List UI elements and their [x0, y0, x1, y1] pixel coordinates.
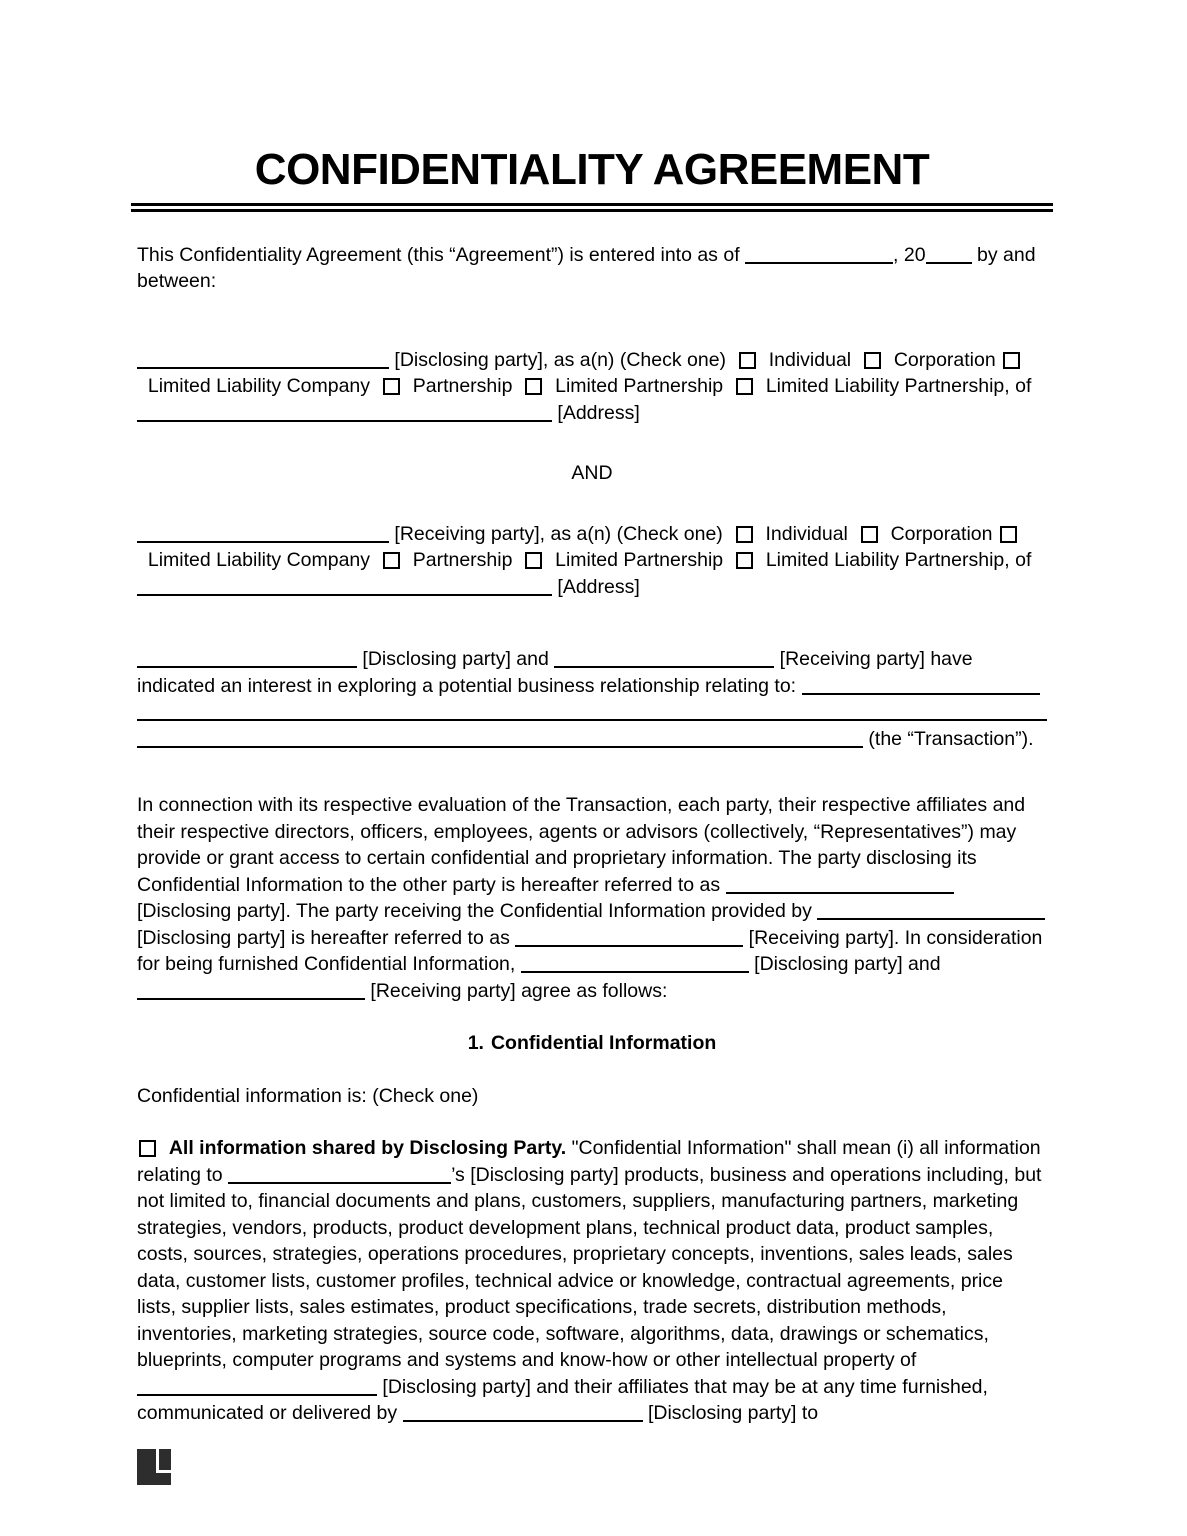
checkbox-disclosing-partnership[interactable]	[383, 378, 400, 395]
confidential-info-option-a	[137, 1135, 1047, 1427]
section-1-check-prompt: Confidential information is: (Check one)	[137, 1084, 479, 1107]
intro-after-date: , 20	[893, 243, 926, 266]
disclosing-address-label: [Address]	[552, 401, 640, 424]
title-divider	[131, 203, 1053, 212]
transaction-relating-blank-2[interactable]	[137, 702, 1047, 721]
option-a-bold-lead: All information shared by Disclosing Party.	[168, 1137, 567, 1160]
checkbox-receiving-lp[interactable]	[525, 552, 542, 569]
receiving-address-prefix: , of	[1004, 549, 1032, 572]
option-receiving-partnership: Partnership	[412, 549, 513, 572]
disclosing-party-name-blank[interactable]	[137, 350, 389, 369]
checkbox-all-information-shared[interactable]	[139, 1140, 156, 1157]
recitals-seg2: [Disclosing party]. The party receiving the Confidential Information provided by	[137, 900, 818, 923]
intro-after-year: by and between:	[137, 243, 1036, 293]
option-a-seg4: [Disclosing party] to	[642, 1402, 819, 1425]
checkbox-receiving-partnership[interactable]	[383, 552, 400, 569]
option-disclosing-llp: Limited Liability Partnership	[765, 375, 1005, 398]
checkbox-disclosing-corporation[interactable]	[864, 352, 881, 369]
intro-paragraph	[137, 242, 1047, 295]
recitals-receiving-blank-1[interactable]	[515, 928, 743, 947]
receiving-party-block	[137, 521, 1047, 601]
option-receiving-llc: Limited Liability Company	[147, 549, 371, 572]
checkbox-disclosing-llp[interactable]	[736, 378, 753, 395]
disclosing-party-block	[137, 347, 1047, 427]
option-a-disclosing-blank-1[interactable]	[228, 1165, 451, 1184]
recitals-paragraph	[137, 792, 1047, 1004]
transaction-paragraph	[137, 646, 1047, 752]
option-a-disclosing-blank-3[interactable]	[403, 1403, 643, 1422]
checkbox-disclosing-individual[interactable]	[739, 352, 756, 369]
option-receiving-corporation: Corporation	[890, 522, 993, 545]
section-1-title: Confidential Information	[490, 1032, 717, 1055]
disclosing-address-prefix: , of	[1004, 375, 1032, 398]
recitals-seg3: [Disclosing party] is hereafter referred to as	[137, 926, 516, 949]
recitals-disclosing-blank-1[interactable]	[726, 875, 954, 894]
option-disclosing-llc: Limited Liability Company	[147, 375, 371, 398]
option-a-seg2: ’s [Disclosing party] products, business and operations including, but not limited to, financial documents and plans, customers, suppliers, manufacturing partners, marketing strategies, vendors, products, product development plans, technical product data, product samples, costs, sources, strategies, operations procedures, proprietary concepts, inventions, sales leads, sales data, customer lists, customer profiles, technical advice or knowledge, contractual agreements, price lists, supplier lists, sales estimates, product specifications, trade secrets, distribution methods, inventories, marketing strategies, source code, software, algorithms, data, drawings or schematics, blueprints, computer programs and systems and know-how or other intellectual property of	[137, 1163, 1042, 1372]
recitals-disclosing-blank-3[interactable]	[521, 954, 749, 973]
receiving-party-name-blank[interactable]	[137, 524, 389, 543]
transaction-receiving-blank[interactable]	[554, 649, 774, 668]
transaction-relating-blank-1[interactable]	[802, 676, 1040, 695]
option-receiving-llp: Limited Liability Partnership	[765, 549, 1005, 572]
document-content	[137, 0, 1047, 1427]
section-1-heading	[137, 1030, 1047, 1057]
legal-templates-logo	[137, 1449, 171, 1485]
recitals-disclosing-blank-2[interactable]	[817, 901, 1045, 920]
transaction-seg2: [Receiving party] have indicated an interest in exploring a potential business relationship relating to:	[137, 648, 973, 697]
transaction-seg1: [Disclosing party] and	[357, 648, 555, 671]
date-blank[interactable]	[745, 245, 893, 264]
option-a-seg3: [Disclosing party] and their affiliates that may be at any time furnished, communicated or delivered by	[137, 1375, 988, 1425]
recitals-seg5: [Disclosing party] and	[748, 953, 941, 976]
checkbox-receiving-individual[interactable]	[736, 526, 753, 543]
recitals-seg1: In connection with its respective evaluation of the Transaction, each party, their respective affiliates and their respective directors, officers, employees, agents or advisors (collectively, “Representatives”) may provide or grant access to certain confidential and proprietary information. The party disclosing its Confidential Information to the other party is hereafter referred to as	[137, 794, 1026, 896]
checkbox-receiving-llc[interactable]	[1000, 526, 1017, 543]
recitals-receiving-blank-2[interactable]	[137, 981, 365, 1000]
transaction-disclosing-blank[interactable]	[137, 649, 357, 668]
and-separator: AND	[571, 462, 613, 485]
receiving-address-blank[interactable]	[137, 577, 552, 596]
page-title: CONFIDENTIALITY AGREEMENT	[254, 145, 930, 194]
option-receiving-lp: Limited Partnership	[555, 549, 724, 572]
intro-before-date: This Confidentiality Agreement (this “Agreement”) is entered into as of	[137, 243, 746, 266]
checkbox-receiving-llp[interactable]	[736, 552, 753, 569]
year-blank[interactable]	[926, 245, 972, 264]
transaction-relating-blank-3[interactable]	[137, 729, 863, 748]
transaction-seg3: (the “Transaction”).	[863, 727, 1034, 750]
section-1-number: 1.	[467, 1032, 484, 1055]
option-a-disclosing-blank-2[interactable]	[137, 1377, 377, 1396]
option-receiving-individual: Individual	[765, 522, 848, 545]
checkbox-disclosing-llc[interactable]	[1003, 352, 1020, 369]
checkbox-receiving-corporation[interactable]	[861, 526, 878, 543]
disclosing-address-blank[interactable]	[137, 403, 552, 422]
option-a-seg1: "Confidential Information" shall mean (i) all information relating to	[137, 1137, 1041, 1186]
option-disclosing-lp: Limited Partnership	[555, 375, 724, 398]
recitals-seg6: [Receiving party] agree as follows:	[365, 979, 668, 1002]
disclosing-party-label: [Disclosing party], as a(n) (Check one)	[389, 348, 727, 371]
receiving-address-label: [Address]	[552, 575, 640, 598]
option-disclosing-partnership: Partnership	[412, 375, 513, 398]
receiving-party-label: [Receiving party], as a(n) (Check one)	[389, 522, 723, 545]
option-disclosing-corporation: Corporation	[893, 348, 996, 371]
recitals-seg4: [Receiving party]. In consideration for being furnished Confidential Information,	[137, 926, 1043, 976]
checkbox-disclosing-lp[interactable]	[525, 378, 542, 395]
option-disclosing-individual: Individual	[768, 348, 852, 371]
